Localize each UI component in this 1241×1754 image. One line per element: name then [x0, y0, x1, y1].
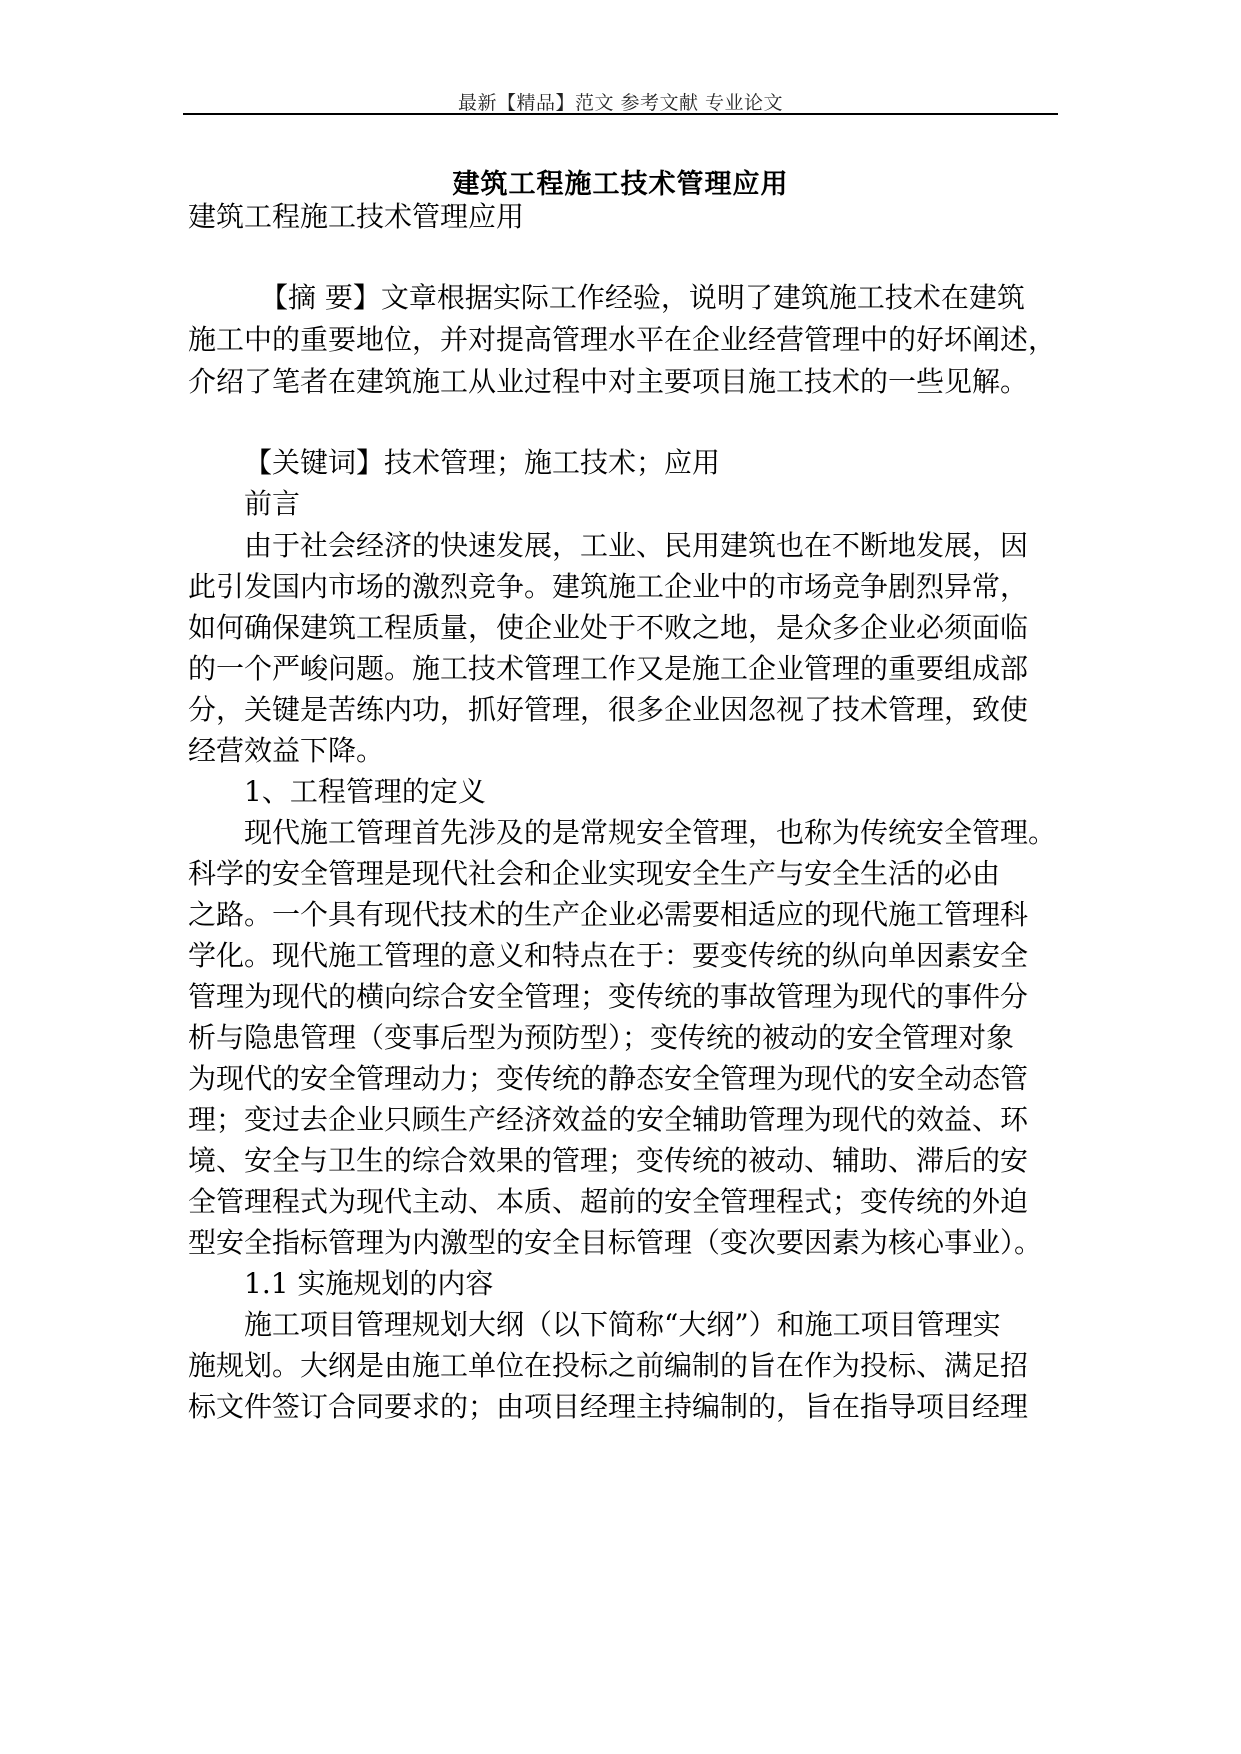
preface-heading: 前言	[244, 487, 301, 520]
paragraph-line: 标文件签订合同要求的；由项目经理主持编制的，旨在指导项目经理	[188, 1390, 1029, 1423]
paragraph-line: 全管理程式为现代主动、本质、超前的安全管理程式；变传统的外迫	[188, 1185, 1029, 1218]
paragraph-line: 现代施工管理首先涉及的是常规安全管理，也称为传统安全管理。	[244, 816, 1057, 849]
paragraph-line: 施工项目管理规划大纲（以下简称“大纲”）和施工项目管理实	[244, 1308, 1001, 1341]
paragraph-line: 此引发国内市场的激烈竞争。建筑施工企业中的市场竞争剧烈异常，	[188, 570, 1029, 603]
paragraph-line: 管理为现代的横向综合安全管理；变传统的事故管理为现代的事件分	[188, 980, 1029, 1013]
paragraph-line: 为现代的安全管理动力；变传统的静态安全管理为现代的安全动态管	[188, 1062, 1029, 1095]
paragraph-line: 科学的安全管理是现代社会和企业实现安全生产与安全生活的必由	[188, 857, 1001, 890]
paragraph-line: 经营效益下降。	[188, 734, 385, 767]
paragraph-line: 分，关键是苦练内功，抓好管理，很多企业因忽视了技术管理，致使	[188, 693, 1029, 726]
page-header: 最新【精品】范文 参考文献 专业论文	[457, 92, 784, 114]
paragraph-line: 由于社会经济的快速发展，工业、民用建筑也在不断地发展，因	[244, 529, 1029, 562]
abstract-line: 介绍了笔者在建筑施工从业过程中对主要项目施工技术的一些见解。	[188, 365, 1029, 398]
header-divider	[183, 113, 1058, 115]
paragraph-line: 理；变过去企业只顾生产经济效益的安全辅助管理为现代的效益、环	[188, 1103, 1029, 1136]
abstract-line: 【摘 要】文章根据实际工作经验，说明了建筑施工技术在建筑	[260, 281, 1025, 314]
paragraph-line: 型安全指标管理为内激型的安全目标管理（变次要因素为核心事业）。	[188, 1226, 1043, 1259]
section-heading: 1、工程管理的定义	[244, 775, 486, 808]
subsection-heading: 1.1 实施规划的内容	[244, 1267, 494, 1300]
document-title: 建筑工程施工技术管理应用	[452, 169, 789, 200]
paragraph-line: 析与隐患管理（变事后型为预防型）；变传统的被动的安全管理对象	[188, 1021, 1015, 1054]
paragraph-line: 之路。一个具有现代技术的生产企业必需要相适应的现代施工管理科	[188, 898, 1029, 931]
paragraph-line: 的一个严峻问题。施工技术管理工作又是施工企业管理的重要组成部	[188, 652, 1029, 685]
paragraph-line: 如何确保建筑工程质量，使企业处于不败之地，是众多企业必须面临	[188, 611, 1029, 644]
paragraph-line: 境、安全与卫生的综合效果的管理；变传统的被动、辅助、滞后的安	[188, 1144, 1029, 1177]
abstract-line: 施工中的重要地位，并对提高管理水平在企业经营管理中的好坏阐述，	[188, 323, 1057, 356]
paragraph-line: 施规划。大纲是由施工单位在投标之前编制的旨在作为投标、满足招	[188, 1349, 1029, 1382]
paragraph-line: 学化。现代施工管理的意义和特点在于：要变传统的纵向单因素安全	[188, 939, 1029, 972]
keywords: 【关键词】技术管理；施工技术；应用	[244, 446, 721, 479]
document-subtitle: 建筑工程施工技术管理应用	[188, 200, 525, 233]
